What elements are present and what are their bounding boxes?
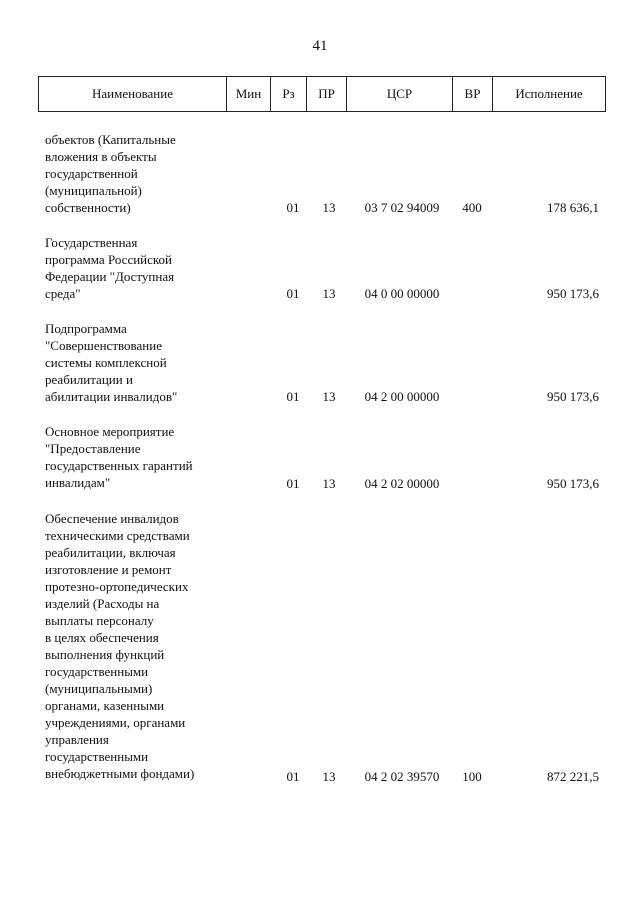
header-min: Мин xyxy=(227,77,271,111)
row-rz: 01 xyxy=(286,769,300,784)
header-name: Наименование xyxy=(39,77,227,111)
row-vr: 400 xyxy=(462,200,482,215)
row-csr: 03 7 02 94009 xyxy=(364,200,440,215)
row-pr: 13 xyxy=(322,769,336,784)
header-exec: Исполнение xyxy=(515,86,583,101)
page-number: 41 xyxy=(312,38,328,54)
row-exec: 950 173,6 xyxy=(547,476,599,491)
row-pr: 13 xyxy=(322,200,336,215)
row-exec: 178 636,1 xyxy=(547,200,599,215)
row-pr: 13 xyxy=(322,389,336,404)
row-csr: 04 0 00 00000 xyxy=(364,286,440,301)
row-vr: 100 xyxy=(462,769,482,784)
row-csr: 04 2 02 39570 xyxy=(364,769,440,784)
header-vr: ВР xyxy=(453,77,493,111)
row-name: объектов (Капитальные вложения в объекты государственной (муниципальной) собственности) xyxy=(45,132,176,215)
table-header xyxy=(38,76,606,112)
row-rz: 01 xyxy=(286,200,300,215)
row-exec: 950 173,6 xyxy=(547,286,599,301)
row-pr: 13 xyxy=(322,286,336,301)
row-csr: 04 2 00 00000 xyxy=(364,389,440,404)
row-rz: 01 xyxy=(286,286,300,301)
row-rz: 01 xyxy=(286,476,300,491)
header-rz: Рз xyxy=(271,77,307,111)
header-csr: ЦСР xyxy=(347,77,453,111)
row-name: Обеспечение инвалидов техническими средствами реабилитации, включая изготовление и ремонт протезно-ортопедических изделий (Расходы на выплаты персоналу в целях обеспечения выполнения функций государственными (муниципальными) органами, казенными учреждениями, органами управления государственными внебюджетными фондами) xyxy=(45,511,195,781)
header-pr: ПР xyxy=(307,77,347,111)
row-exec: 872 221,5 xyxy=(547,769,599,784)
row-rz: 01 xyxy=(286,389,300,404)
row-name: Государственная программа Российской Федерации "Доступная среда" xyxy=(45,235,175,301)
row-name: Основное мероприятие "Предоставление государственных гарантий инвалидам" xyxy=(45,424,193,490)
row-pr: 13 xyxy=(322,476,336,491)
row-exec: 950 173,6 xyxy=(547,389,599,404)
row-name: Подпрограмма "Совершенствование системы комплексной реабилитации и абилитации инвалидов" xyxy=(45,321,178,404)
row-csr: 04 2 02 00000 xyxy=(364,476,440,491)
